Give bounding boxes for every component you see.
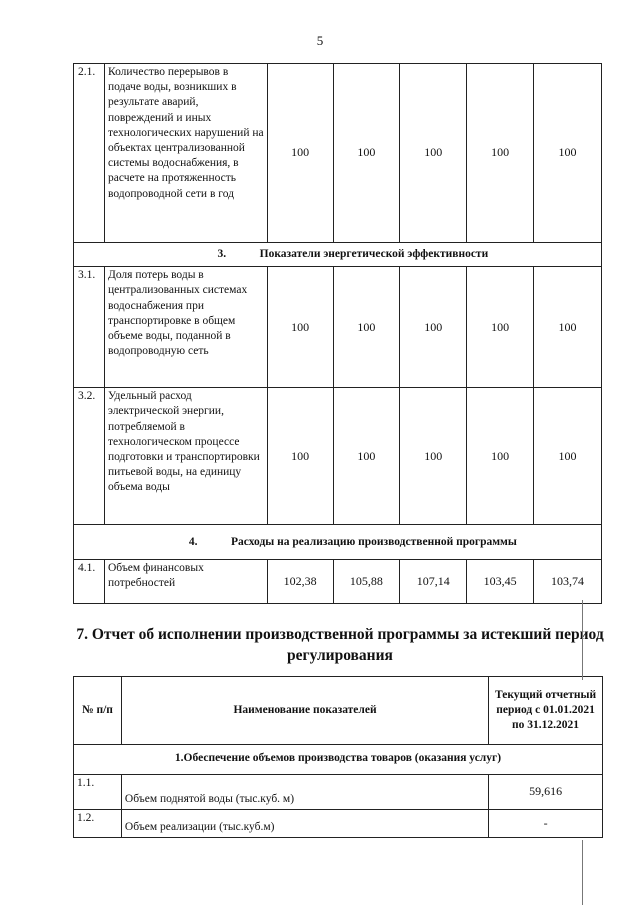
header-name: Наименование показателей [121,677,488,745]
indicator-name: Объем финансовых потребностей [104,560,267,604]
value-cell: 100 [467,64,534,243]
indicator-name: Объем поднятой воды (тыс.куб. м) [121,775,488,810]
page-number: 5 [316,33,324,48]
row-number: 2.1. [74,64,105,243]
section-title: 1.Обеспечение объемов производства товаров (оказания услуг) [74,745,603,775]
scan-line [582,840,583,905]
value-cell: 103,45 [467,560,534,604]
section-number: 4. [188,535,198,548]
value-cell: 100 [400,267,467,388]
section-row [74,243,602,267]
header-row [74,677,603,745]
indicator-name: Доля потерь воды в централизованных системах водоснабжения при транспортировке в общем объеме воды, поданной в водопроводную сеть [104,267,267,388]
value-cell: 100 [467,267,534,388]
value-cell: 100 [333,64,400,243]
table-row [74,64,602,243]
scan-line [582,600,583,680]
table-row [74,810,603,838]
value-cell: 100 [333,267,400,388]
row-number: 1.1. [74,775,122,810]
section-7-heading: 7. Отчет об исполнении производственной программы за истекший период регулирования [76,626,604,664]
value-cell: 100 [534,267,602,388]
row-number: 1.2. [74,810,122,838]
section-title: Расходы на реализацию производственной программы [231,535,517,548]
indicators-table [73,63,602,604]
report-table [73,676,603,838]
header-period: Текущий отчетный период с 01.01.2021 по 31.12.2021 [489,677,603,745]
value-cell: 100 [333,388,400,525]
table-row [74,267,602,388]
section-number: 3. [217,248,227,260]
value-cell: 100 [267,388,333,525]
row-number: 3.1. [74,267,105,388]
indicator-name: Количество перерывов в подаче воды, возникших в результате аварий, повреждений и иных технологических нарушений на объектах централизованной системы водоснабжения, в расчете на протяженность водопроводной сети в год [104,64,267,243]
section-row [74,525,602,560]
value-cell: 100 [534,64,602,243]
row-number: 4.1. [74,560,105,604]
value-cell: 100 [400,64,467,243]
value-cell: 102,38 [267,560,333,604]
value-cell: 107,14 [400,560,467,604]
table-row [74,560,602,604]
indicator-name: Объем реализации (тыс.куб.м) [121,810,488,838]
value-cell: 100 [267,64,333,243]
section-row [74,745,603,775]
header-num: № п/п [74,677,122,745]
table-row [74,388,602,525]
value-cell: 100 [400,388,467,525]
table-row [74,775,603,810]
value-cell: - [489,810,603,838]
value-cell: 59,616 [489,775,603,810]
value-cell: 105,88 [333,560,400,604]
row-number: 3.2. [74,388,105,525]
value-cell: 100 [467,388,534,525]
section-title: Показатели энергетической эффективности [259,248,489,260]
indicator-name: Удельный расход электрической энергии, потребляемой в технологическом процессе подготовки и транспортировки питьевой воды, на единицу объема воды [104,388,267,525]
value-cell: 100 [534,388,602,525]
value-cell: 103,74 [534,560,602,604]
value-cell: 100 [267,267,333,388]
